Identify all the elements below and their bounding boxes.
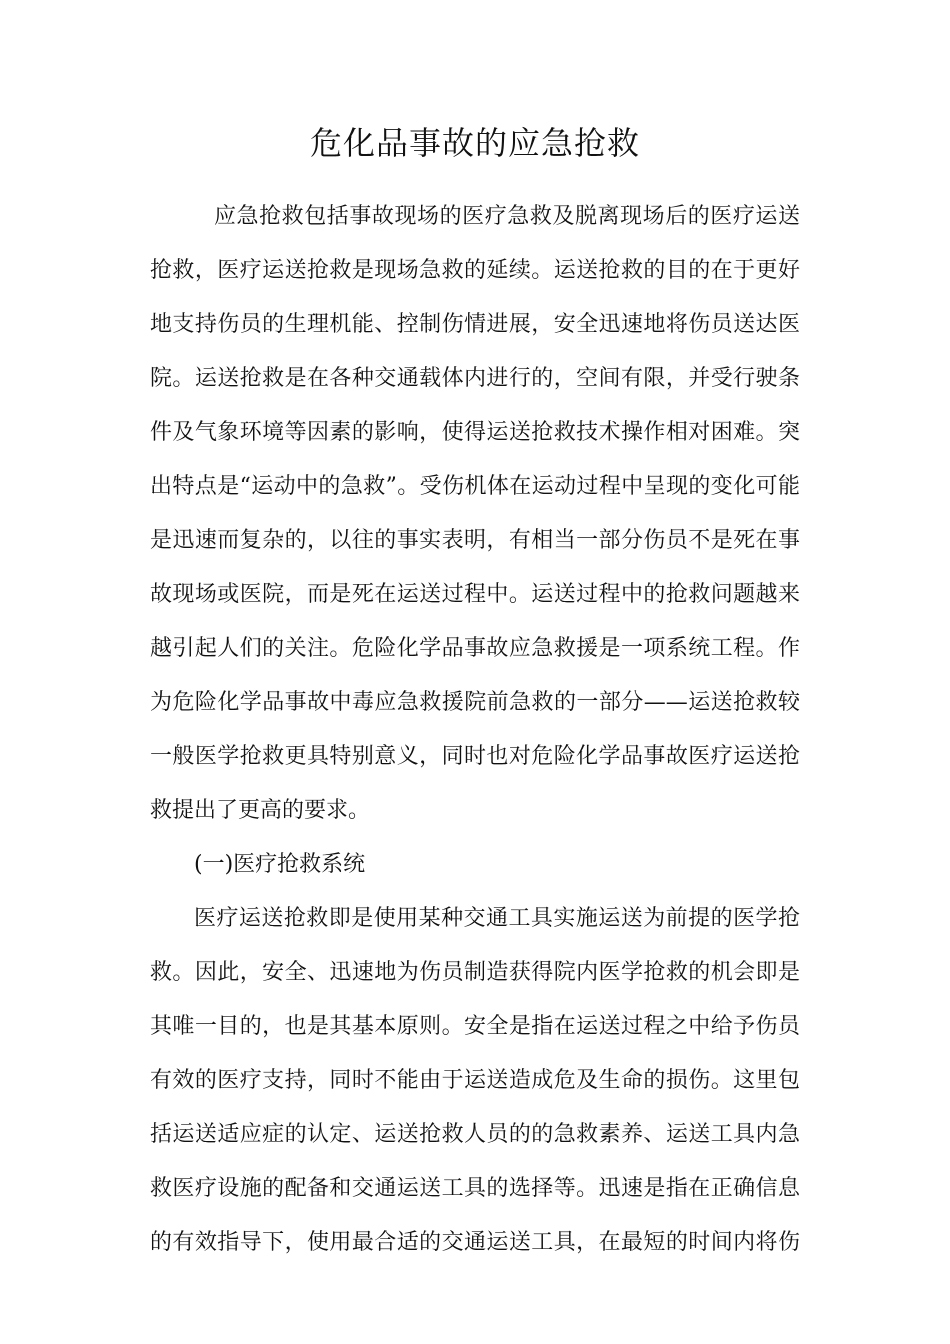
section-heading: (一)医疗抢救系统 [194, 852, 366, 877]
paragraph-line: 一般医学抢救更具特别意义，同时也对危险化学品事故医疗运送抢 [150, 744, 800, 769]
paragraph-line: 为危险化学品事故中毒应急救援院前急救的一部分——运送抢救较 [150, 690, 800, 715]
paragraph-line: 出特点是“运动中的急救”。受伤机体在运动过程中呈现的变化可能 [150, 474, 800, 499]
paragraph-line: 院。运送抢救是在各种交通载体内进行的，空间有限，并受行驶条 [150, 366, 800, 391]
document-body [150, 190, 800, 1270]
paragraph-line: 地支持伤员的生理机能、控制伤情进展，安全迅速地将伤员送达医 [150, 312, 800, 337]
paragraph-line: 件及气象环境等因素的影响，使得运送抢救技术操作相对困难。突 [150, 420, 800, 445]
document-title: 危化品事故的应急抢救 [309, 124, 640, 162]
paragraph-line: 越引起人们的关注。危险化学品事故应急救援是一项系统工程。作 [150, 636, 800, 661]
paragraph-line: 括运送适应症的认定、运送抢救人员的的急救素养、运送工具内急 [150, 1122, 800, 1147]
paragraph-line: 救提出了更高的要求。 [150, 798, 371, 823]
paragraph-line: 救医疗设施的配备和交通运送工具的选择等。迅速是指在正确信息 [150, 1176, 800, 1201]
paragraph-2 [150, 892, 800, 1270]
paragraph-1 [150, 190, 800, 838]
paragraph-line: 的有效指导下，使用最合适的交通运送工具，在最短的时间内将伤 [150, 1230, 800, 1255]
paragraph-line: 救。因此，安全、迅速地为伤员制造获得院内医学抢救的机会即是 [150, 960, 800, 985]
paragraph-line: 有效的医疗支持，同时不能由于运送造成危及生命的损伤。这里包 [150, 1068, 800, 1093]
paragraph-line: 是迅速而复杂的，以往的事实表明，有相当一部分伤员不是死在事 [150, 528, 800, 553]
paragraph-line: 抢救，医疗运送抢救是现场急救的延续。运送抢救的目的在于更好 [150, 258, 800, 283]
paragraph-line: 应急抢救包括事故现场的医疗急救及脱离现场后的医疗运送 [214, 204, 800, 229]
paragraph-line: 医疗运送抢救即是使用某种交通工具实施运送为前提的医学抢 [194, 906, 800, 931]
paragraph-line: 其唯一目的，也是其基本原则。安全是指在运送过程之中给予伤员 [150, 1014, 800, 1039]
paragraph-line: 故现场或医院，而是死在运送过程中。运送过程中的抢救问题越来 [150, 582, 800, 607]
